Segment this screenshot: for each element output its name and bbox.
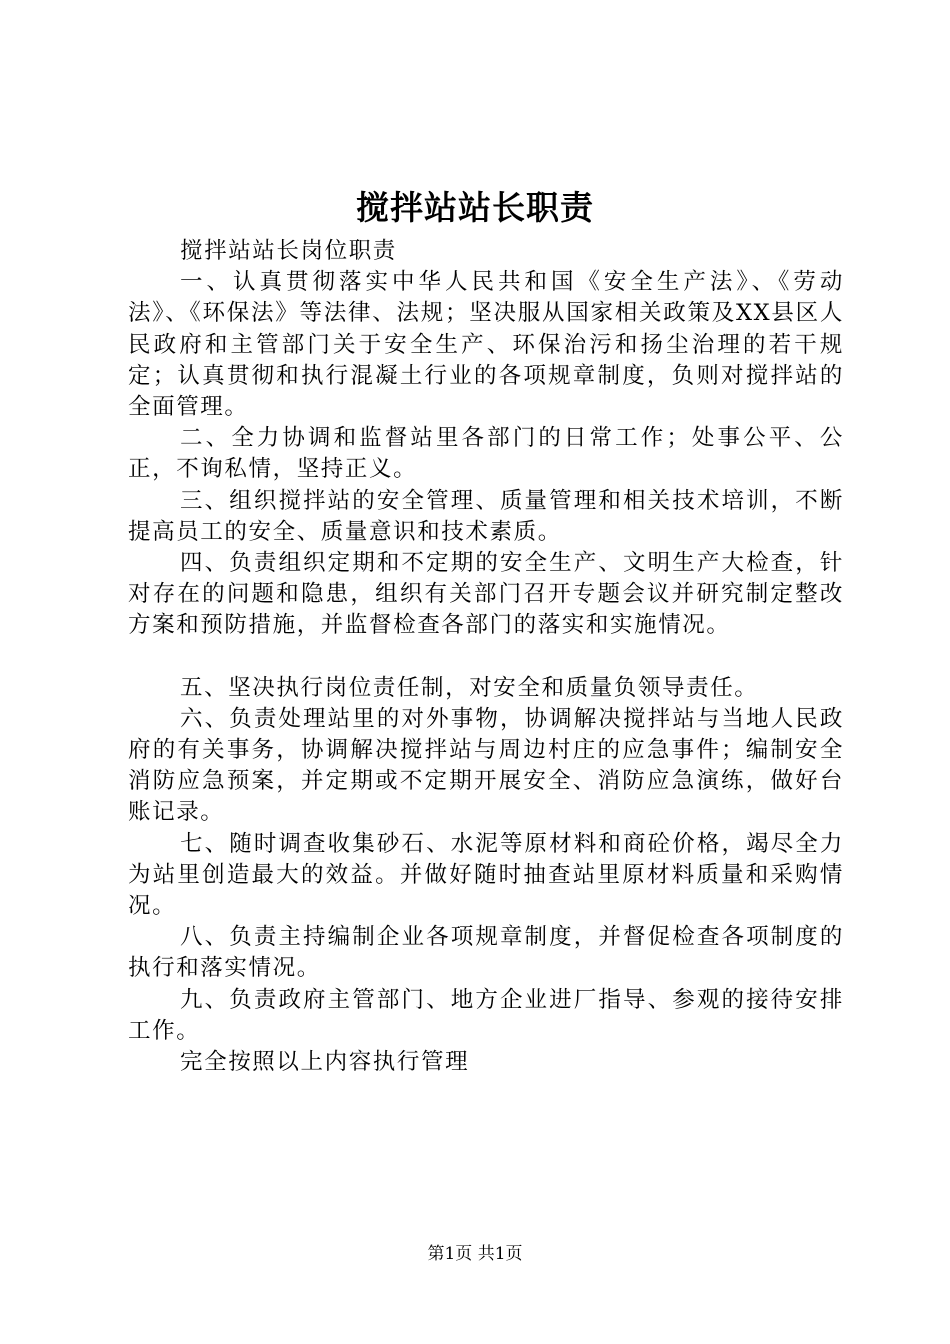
paragraph-item-8: 八、负责主持编制企业各项规章制度，并督促检查各项制度的执行和落实情况。	[128, 924, 844, 982]
paragraph-item-4: 四、负责组织定期和不定期的安全生产、文明生产大检查，针对存在的问题和隐患，组织有关部门召开专题会议并研究制定整改方案和预防措施，并监督检查各部门的落实和实施情况。	[128, 550, 844, 639]
paragraph-heading: 搅拌站站长岗位职责	[180, 238, 397, 264]
document-title: 搅拌站站长职责	[356, 188, 594, 227]
paragraph-item-7: 七、随时调查收集砂石、水泥等原材料和商砼价格，竭尽全力为站里创造最大的效益。并做好随时抽查站里原材料质量和采购情况。	[128, 830, 844, 920]
paragraph-item-1: 一、认真贯彻落实中华人民共和国《安全生产法》、《劳动法》、《环保法》等法律、法规；坚决服从国家相关政策及XX县区人民政府和主管部门关于安全生产、环保治污和扬尘治理的若干规定；认真贯彻和执行混凝土行业的各项规章制度，负则对搅拌站的全面管理。	[128, 269, 844, 421]
paragraph-closing: 完全按照以上内容执行管理	[180, 1049, 470, 1076]
document-body	[128, 236, 844, 1078]
paragraph-item-6: 六、负责处理站里的对外事物，协调解决搅拌站与当地人民政府的有关事务，协调解决搅拌站与周边村庄的应急事件；编制安全消防应急预案，并定期或不定期开展安全、消防应急演练，做好台账记录。	[128, 705, 844, 826]
paragraph-item-5: 五、坚决执行岗位责任制，对安全和质量负领导责任。	[180, 674, 759, 701]
paragraph-item-3: 三、组织搅拌站的安全管理、质量管理和相关技术培训，不断提高员工的安全、质量意识和技术素质。	[128, 487, 844, 545]
paragraph-item-9: 九、负责政府主管部门、地方企业进厂指导、参观的接待安排工作。	[128, 986, 844, 1044]
page-footer: 第1页 共1页	[427, 1244, 523, 1264]
paragraph-item-2: 二、全力协调和监督站里各部门的日常工作；处事公平、公正，不询私情，坚持正义。	[128, 425, 844, 483]
paragraph-spacer	[128, 642, 844, 673]
